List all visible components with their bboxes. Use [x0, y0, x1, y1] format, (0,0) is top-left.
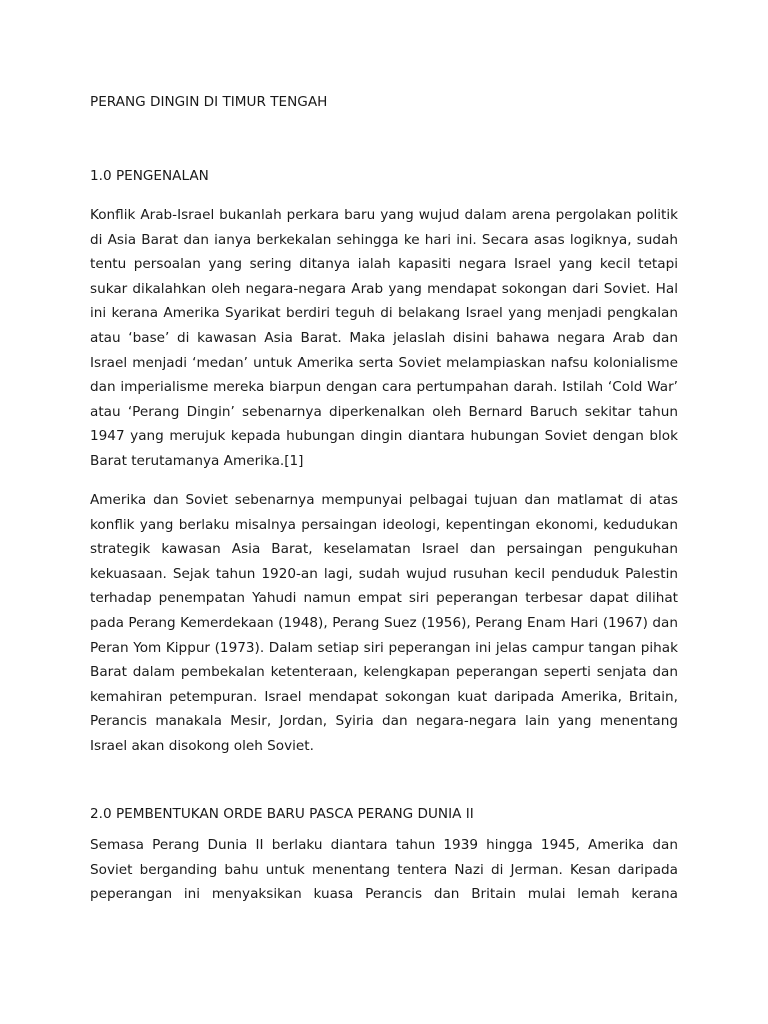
paragraph-introduction-1: Konflik Arab-Israel bukanlah perkara baru yang wujud dalam arena pergolakan politik di Asia Barat dan ianya berkekalan sehingga ke hari ini. Secara asas logiknya, sudah tentu persoalan yang sering ditanya ialah kapasiti negara Israel yang kecil tetapi sukar dikalahkan oleh negara-negara Arab yang mendapat sokongan dari Soviet. Hal ini kerana Amerika Syarikat berdiri teguh di belakang Israel yang menjadi pengkalan atau ‘base’ di kawasan Asia Barat. Maka jelaslah disini bahawa negara Arab dan Israel menjadi ‘medan’ untuk Amerika serta Soviet melampiaskan nafsu kolonialisme dan imperialisme mereka biarpun dengan cara pertumpahan darah. Istilah ‘Cold War’ atau ‘Perang Dingin’ sebenarnya diperkenalkan oleh Bernard Baruch sekitar tahun 1947 yang merujuk kepada hubungan dingin diantara hubungan Soviet dengan blok Barat terutamanya Amerika.[1]: [90, 207, 678, 469]
document-title: PERANG DINGIN DI TIMUR TENGAH: [90, 94, 328, 110]
paragraph-introduction-2: Amerika dan Soviet sebenarnya mempunyai pelbagai tujuan dan matlamat di atas konflik yang berlaku misalnya persaingan ideologi, kepentingan ekonomi, kedudukan strategik kawasan Asia Barat, keselamatan Israel dan persaingan pengukuhan kekuasaan. Sejak tahun 1920-an lagi, sudah wujud rusuhan kecil penduduk Palestin terhadap penempatan Yahudi namun empat siri peperangan terbesar dapat dilihat pada Perang Kemerdekaan (1948), Perang Suez (1956), Perang Enam Hari (1967) dan Peran Yom Kippur (1973). Dalam setiap siri peperangan ini jelas campur tangan pihak Barat dalam pembekalan ketenteraan, kelengkapan peperangan seperti senjata dan kemahiran petempuran. Israel mendapat sokongan kuat daripada Amerika, Britain, Perancis manakala Mesir, Jordan, Syiria dan negara-negara lain yang menentang Israel akan disokong oleh Soviet.: [90, 492, 678, 754]
section-heading-new-order: 2.0 PEMBENTUKAN ORDE BARU PASCA PERANG DUNIA II: [90, 806, 474, 822]
paragraph-new-order-1: Semasa Perang Dunia II berlaku diantara tahun 1939 hingga 1945, Amerika dan Soviet berganding bahu untuk menentang tentera Nazi di Jerman. Kesan daripada peperangan ini menyaksikan kuasa Perancis dan Britain mulai lemah kerana: [90, 837, 678, 903]
section-heading-introduction: 1.0 PENGENALAN: [90, 168, 209, 184]
